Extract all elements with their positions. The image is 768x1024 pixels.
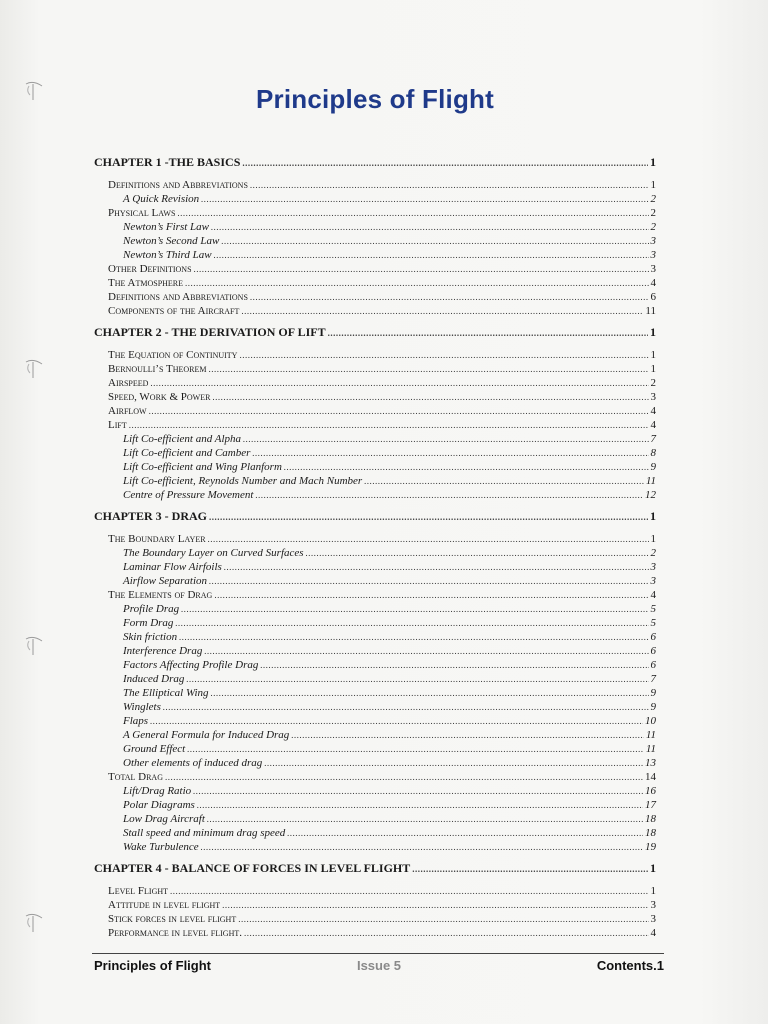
toc-section-page: 6 — [650, 291, 656, 303]
toc-subsection-label: Ground Effect — [123, 743, 186, 755]
toc-subsection-label: A Quick Revision — [123, 193, 200, 205]
dot-leader — [364, 474, 644, 488]
dot-leader — [129, 418, 649, 432]
dot-leader — [187, 742, 644, 756]
toc-subsection-label: Wake Turbulence — [123, 841, 199, 853]
toc-subsection — [94, 474, 656, 488]
toc-subsection — [94, 826, 656, 840]
toc-subsection-page: 18 — [645, 827, 656, 839]
toc-section — [94, 276, 656, 290]
toc-section-page: 4 — [650, 927, 656, 939]
toc-section-page: 3 — [650, 913, 656, 925]
toc-section-page: 2 — [650, 377, 656, 389]
toc-subsection-label: Lift Co-efficient and Wing Planform — [123, 461, 282, 473]
dot-leader — [150, 376, 648, 390]
dot-leader — [186, 672, 648, 686]
dot-leader — [211, 220, 649, 234]
dot-leader — [224, 560, 649, 574]
toc-chapter — [94, 508, 656, 524]
toc-chapter-label: CHAPTER 3 - DRAG — [94, 509, 207, 523]
toc-subsection-label: Centre of Pressure Movement — [123, 489, 254, 501]
dot-leader — [212, 390, 648, 404]
toc-subsection — [94, 756, 656, 770]
toc-section-page: 3 — [650, 263, 656, 275]
toc-subsection-page: 13 — [645, 757, 656, 769]
toc-chapter-page: 1 — [650, 155, 656, 169]
toc-subsection — [94, 840, 656, 854]
toc-subsection-label: Skin friction — [123, 631, 178, 643]
toc-subsection-page: 9 — [650, 687, 656, 699]
toc-subsection-page: 11 — [645, 729, 656, 741]
dot-leader — [165, 770, 643, 784]
toc-section-label: Definitions and Abbreviations — [108, 291, 248, 303]
toc-subsection — [94, 192, 656, 206]
toc-subsection — [94, 616, 656, 630]
dot-leader — [181, 602, 648, 616]
toc-subsection-page: 3 — [650, 561, 656, 573]
toc-section-label: Speed, Work & Power — [108, 391, 211, 403]
toc-section-page: 2 — [650, 207, 656, 219]
toc-section-label: Lift — [108, 419, 127, 431]
dot-leader — [328, 325, 648, 341]
toc-subsection-label: Newton’s First Law — [123, 221, 209, 233]
toc-section-page: 4 — [650, 419, 656, 431]
toc-subsection — [94, 658, 656, 672]
dot-leader — [149, 404, 649, 418]
toc-subsection — [94, 714, 656, 728]
toc-subsection — [94, 234, 656, 248]
punch-hole-icon — [20, 356, 46, 382]
toc-section-label: The Boundary Layer — [108, 533, 206, 545]
toc-subsection-page: 2 — [650, 221, 656, 233]
dot-leader — [242, 155, 648, 171]
toc-subsection-label: Low Drag Aircraft — [123, 813, 205, 825]
toc-section — [94, 532, 656, 546]
dot-leader — [194, 262, 649, 276]
toc-subsection-page: 11 — [645, 743, 656, 755]
toc-subsection-page: 9 — [650, 701, 656, 713]
toc-subsection — [94, 742, 656, 756]
toc-subsection-label: Newton’s Second Law — [123, 235, 220, 247]
punch-hole-icon — [20, 633, 46, 659]
toc-subsection-label: Lift Co-efficient and Camber — [123, 447, 251, 459]
toc-section — [94, 290, 656, 304]
page-title: Principles of Flight — [255, 84, 494, 114]
toc-section-page: 3 — [650, 391, 656, 403]
dot-leader — [287, 826, 643, 840]
toc-section — [94, 926, 656, 940]
toc-section — [94, 304, 656, 318]
toc-subsection-page: 5 — [650, 603, 656, 615]
toc-subsection-label: Flaps — [123, 715, 149, 727]
toc-subsection-label: A General Formula for Induced Drag — [123, 729, 290, 741]
dot-leader — [163, 700, 649, 714]
toc-subsection-page: 3 — [650, 575, 656, 587]
dot-leader — [179, 630, 648, 644]
toc-section-label: Attitude in level flight — [108, 899, 221, 911]
toc-subsection — [94, 812, 656, 826]
toc-subsection — [94, 446, 656, 460]
dot-leader — [193, 784, 643, 798]
toc-subsection-label: Newton’s Third Law — [123, 249, 212, 261]
dot-leader — [255, 488, 643, 502]
toc-section-label: The Equation of Continuity — [108, 349, 238, 361]
toc-subsection — [94, 630, 656, 644]
toc-chapter-label: CHAPTER 4 - BALANCE OF FORCES IN LEVEL FLIGHT — [94, 861, 411, 875]
toc-section-page: 3 — [650, 899, 656, 911]
dot-leader — [209, 362, 649, 376]
toc-section — [94, 348, 656, 362]
toc-subsection-page: 10 — [645, 715, 656, 727]
toc-subsection-label: Laminar Flow Airfoils — [123, 561, 222, 573]
toc-subsection — [94, 784, 656, 798]
toc-section-label: Stick forces in level flight — [108, 913, 237, 925]
toc-subsection — [94, 248, 656, 262]
toc-chapter — [94, 324, 656, 340]
toc-section — [94, 376, 656, 390]
toc-section-label: The Atmosphere — [108, 277, 184, 289]
dot-leader — [250, 178, 649, 192]
toc-subsection-label: Polar Diagrams — [123, 799, 195, 811]
toc-section — [94, 770, 656, 784]
toc-section-page: 4 — [650, 277, 656, 289]
toc-subsection-label: Stall speed and minimum drag speed — [123, 827, 286, 839]
toc-section-page: 14 — [645, 771, 656, 783]
dot-leader — [208, 532, 649, 546]
toc-section — [94, 912, 656, 926]
toc-section — [94, 418, 656, 432]
dot-leader — [197, 798, 643, 812]
dot-leader — [201, 840, 643, 854]
toc-subsection-page: 5 — [650, 617, 656, 629]
dot-leader — [185, 276, 648, 290]
toc-chapter-page: 1 — [650, 861, 656, 875]
toc-section-label: Level Flight — [108, 885, 169, 897]
dot-leader — [243, 432, 648, 446]
dot-leader — [221, 234, 648, 248]
toc-chapter-page: 1 — [650, 509, 656, 523]
dot-leader — [238, 912, 648, 926]
toc-subsection-page: 3 — [650, 235, 656, 247]
toc-subsection-page: 12 — [645, 489, 656, 501]
toc-section-label: Definitions and Abbreviations — [108, 179, 248, 191]
dot-leader — [412, 861, 648, 877]
toc-section — [94, 178, 656, 192]
toc-section — [94, 898, 656, 912]
toc-section-label: Bernoulli’s Theorem — [108, 363, 207, 375]
dot-leader — [222, 898, 648, 912]
toc-subsection-page: 11 — [645, 475, 656, 487]
toc-subsection-page: 3 — [650, 249, 656, 261]
toc-subsection-label: Other elements of induced drag — [123, 757, 263, 769]
toc-section-label: Airflow — [108, 405, 147, 417]
toc-subsection-label: Winglets — [123, 701, 161, 713]
dot-leader — [291, 728, 644, 742]
toc-subsection — [94, 672, 656, 686]
toc-subsection-label: The Boundary Layer on Curved Surfaces — [123, 547, 304, 559]
toc-chapter — [94, 154, 656, 170]
dot-leader — [175, 616, 648, 630]
toc-chapter-page: 1 — [650, 325, 656, 339]
dot-leader — [211, 686, 649, 700]
toc-subsection-label: Airflow Separation — [123, 575, 208, 587]
toc-section — [94, 362, 656, 376]
toc-section-label: Physical Laws — [108, 207, 176, 219]
dot-leader — [260, 658, 648, 672]
punch-hole-icon — [20, 910, 46, 936]
toc-section — [94, 884, 656, 898]
dot-leader — [204, 644, 648, 658]
toc-subsection — [94, 432, 656, 446]
toc-subsection-page: 2 — [650, 547, 656, 559]
toc-subsection-page: 2 — [650, 193, 656, 205]
toc-subsection-label: Lift/Drag Ratio — [123, 785, 192, 797]
toc-section-page: 4 — [650, 589, 656, 601]
toc-subsection-label: The Elliptical Wing — [123, 687, 209, 699]
toc-subsection-page: 6 — [650, 659, 656, 671]
toc-section-page: 1 — [650, 885, 656, 897]
toc-subsection-page: 7 — [650, 673, 656, 685]
toc-chapter-label: CHAPTER 2 - THE DERIVATION OF LIFT — [94, 325, 326, 339]
footer-page-number: Contents.1 — [596, 958, 664, 973]
toc-subsection — [94, 798, 656, 812]
toc-subsection — [94, 488, 656, 502]
toc-subsection-page: 18 — [645, 813, 656, 825]
toc-subsection — [94, 574, 656, 588]
dot-leader — [244, 926, 648, 940]
toc-subsection — [94, 220, 656, 234]
footer-issue: Issue 5 — [356, 958, 402, 973]
toc-section-page: 1 — [650, 349, 656, 361]
table-of-contents — [94, 154, 656, 940]
toc-subsection-page: 9 — [650, 461, 656, 473]
toc-subsection — [94, 602, 656, 616]
toc-subsection-page: 6 — [650, 631, 656, 643]
toc-subsection-page: 17 — [645, 799, 656, 811]
toc-subsection-label: Profile Drag — [123, 603, 180, 615]
dot-leader — [150, 714, 643, 728]
footer-divider — [92, 953, 664, 954]
toc-section-label: Total Drag — [108, 771, 163, 783]
toc-subsection — [94, 560, 656, 574]
dot-leader — [252, 446, 648, 460]
dot-leader — [241, 304, 643, 318]
toc-section — [94, 404, 656, 418]
toc-section-label: Airspeed — [108, 377, 149, 389]
toc-subsection-page: 16 — [645, 785, 656, 797]
dot-leader — [306, 546, 649, 560]
toc-subsection-label: Induced Drag — [123, 673, 185, 685]
toc-section — [94, 390, 656, 404]
toc-section-label: Performance in level flight. — [108, 927, 243, 939]
toc-subsection-label: Lift Co-efficient and Alpha — [123, 433, 242, 445]
toc-subsection-label: Interference Drag — [123, 645, 203, 657]
toc-section-label: Other Definitions — [108, 263, 192, 275]
dot-leader — [264, 756, 643, 770]
toc-section-label: Components of the Aircraft — [108, 305, 240, 317]
toc-section — [94, 206, 656, 220]
dot-leader — [239, 348, 648, 362]
footer-book-title: Principles of Flight — [94, 958, 212, 973]
toc-subsection-label: Form Drag — [123, 617, 174, 629]
dot-leader — [214, 248, 649, 262]
toc-section-page: 4 — [650, 405, 656, 417]
toc-section-page: 1 — [650, 533, 656, 545]
dot-leader — [170, 884, 648, 898]
dot-leader — [177, 206, 648, 220]
toc-chapter — [94, 860, 656, 876]
toc-section — [94, 588, 656, 602]
toc-section-label: The Elements of Drag — [108, 589, 213, 601]
dot-leader — [250, 290, 649, 304]
toc-subsection-page: 8 — [650, 447, 656, 459]
toc-chapter-label: CHAPTER 1 -THE BASICS — [94, 155, 241, 169]
toc-section-page: 1 — [650, 179, 656, 191]
dot-leader — [201, 192, 648, 206]
dot-leader — [209, 574, 648, 588]
toc-subsection — [94, 700, 656, 714]
toc-subsection — [94, 460, 656, 474]
toc-subsection-label: Factors Affecting Profile Drag — [123, 659, 259, 671]
toc-subsection-page: 6 — [650, 645, 656, 657]
dot-leader — [207, 812, 643, 826]
toc-subsection-label: Lift Co-efficient, Reynolds Number and Mach Number — [123, 475, 363, 487]
dot-leader — [209, 509, 648, 525]
toc-subsection-page: 19 — [645, 841, 656, 853]
dot-leader — [284, 460, 649, 474]
dot-leader — [214, 588, 648, 602]
toc-section-page: 11 — [645, 305, 656, 317]
toc-section — [94, 262, 656, 276]
toc-subsection — [94, 546, 656, 560]
toc-subsection — [94, 686, 656, 700]
toc-subsection — [94, 728, 656, 742]
toc-subsection — [94, 644, 656, 658]
toc-section-page: 1 — [650, 363, 656, 375]
toc-subsection-page: 7 — [650, 433, 656, 445]
